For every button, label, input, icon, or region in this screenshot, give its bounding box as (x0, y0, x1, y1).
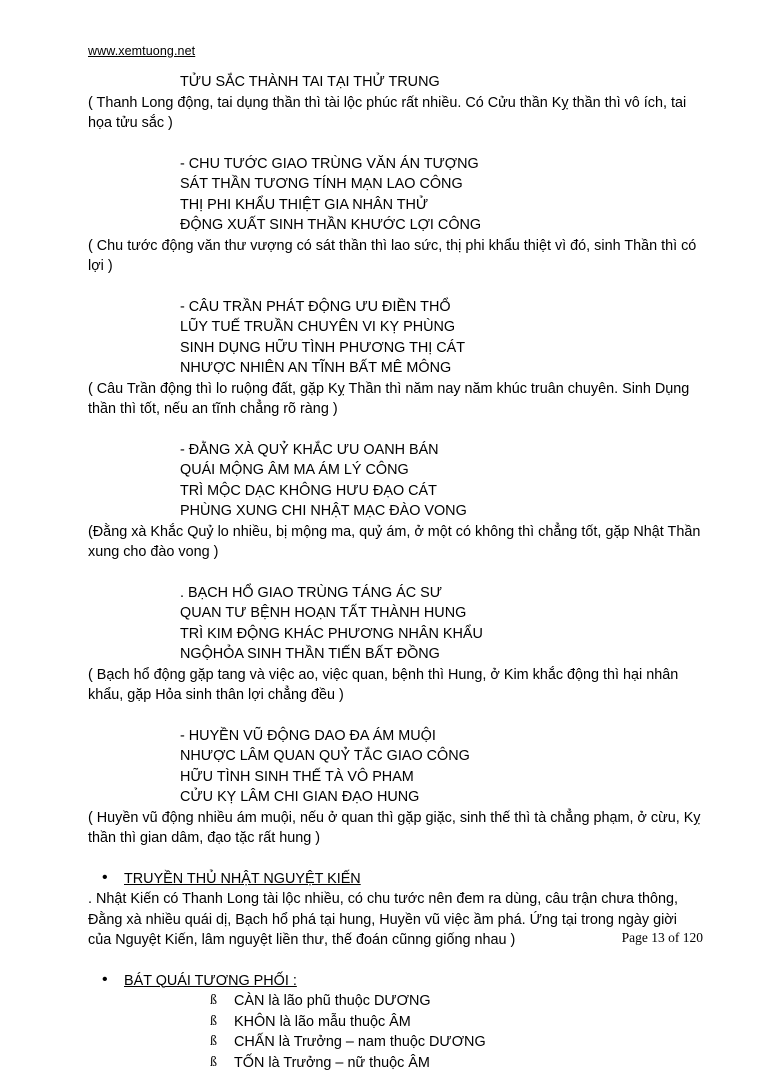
verse-line: NHƯỢC NHIÊN AN TĨNH BẤT MÊ MÔNG (180, 358, 703, 379)
verse-line: - ĐẰNG XÀ QUỶ KHẮC ƯU OANH BÁN (180, 440, 703, 461)
verse-line: TRÌ KIM ĐỘNG KHÁC PHƯƠNG NHÂN KHẨU (180, 624, 703, 645)
spacer (88, 849, 703, 869)
verse-line: - HUYỀN VŨ ĐỘNG DAO ĐA ÁM MUỘI (180, 726, 703, 747)
list-item (210, 1053, 703, 1073)
page-footer: Page 13 of 120 (622, 930, 703, 946)
verse-line: NHƯỢC LÂM QUAN QUỶ TẮC GIAO CÔNG (180, 746, 703, 767)
list-item (88, 971, 703, 992)
verse-note: (Đằng xà Khắc Quỷ lo nhiều, bị mộng ma, quỷ ám, ở một có không thì chẳng tốt, gặp Nhật Thần xung cho đào vong ) (88, 522, 703, 563)
verse-line: TRÌ MỘC DẠC KHÔNG HƯU ĐẠO CÁT (180, 481, 703, 502)
bullet-label: TRUYỀN THỦ NHẬT NGUYỆT KIẾN (124, 871, 361, 887)
bullet-body: . Nhật Kiến có Thanh Long tài lộc nhiều, có chu tước nên đem ra dùng, câu trận chưa thông, Đằng xà nhiều quái dị, Bạch hổ phá tại hung, Huyền vũ việc ầm phá. Ứng tại trong ngày giời của Nguyệt Kiến, lâm nguyệt liền thư, thế đoán cũnng giống nhau ) (88, 889, 703, 951)
list-marker: ß (210, 1032, 217, 1053)
verse-line: SÁT THẦN TƯƠNG TÍNH MẠN LAO CÔNG (180, 174, 703, 195)
verse-section (88, 583, 703, 706)
bullet-list (88, 971, 703, 992)
list-marker: ß (210, 1012, 217, 1033)
verse-note: ( Huyền vũ động nhiều ám muội, nếu ở quan thì gặp giặc, sinh thế thì tà chẳng phạm, ở cừu, Kỵ thần thì gian dâm, đạo tặc rất hung ) (88, 808, 703, 849)
verse-note: ( Bạch hổ động gặp tang và việc ao, việc quan, bệnh thì Hung, ở Kim khắc động thì hại nhân khẩu, gặp Hỏa sinh thân lợi chẳng đều ) (88, 665, 703, 706)
verse-section (88, 154, 703, 277)
bullet-label: BÁT QUÁI TƯƠNG PHỐI : (124, 973, 297, 989)
spacer (88, 951, 703, 971)
list-item (210, 1032, 703, 1053)
verse-note: ( Chu tước động văn thư vượng có sát thần thì lao sức, thị phi khẩu thiệt vì đó, sinh Thần thì có lợi ) (88, 236, 703, 277)
verse-section (88, 726, 703, 849)
list-item-label: TỐN là Trưởng – nữ thuộc ÂM (234, 1055, 430, 1071)
list-item-label: KHÔN là lão mẫu thuộc ÂM (234, 1014, 411, 1030)
verse-line: THỊ PHI KHẨU THIỆT GIA NHÂN THỬ (180, 195, 703, 216)
list-marker: ß (210, 1053, 217, 1073)
verse-line: NGỘHỎA SINH THẦN TIẾN BẤT ĐỒNG (180, 644, 703, 665)
verse-lines (180, 154, 703, 236)
bullet-list (88, 869, 703, 890)
spacer (88, 563, 703, 583)
verse-line: PHÙNG XUNG CHI NHẬT MẠC ĐÀO VONG (180, 501, 703, 522)
verse-line: CỬU KỴ LÂM CHI GIAN ĐẠO HUNG (180, 787, 703, 808)
spacer (88, 277, 703, 297)
verse-section (88, 440, 703, 563)
list-item-label: CÀN là lão phũ thuộc DƯƠNG (234, 993, 431, 1009)
spacer (88, 134, 703, 154)
verse-line: ĐỘNG XUẤT SINH THẦN KHƯỚC LỢI CÔNG (180, 215, 703, 236)
verse-line: HỮU TÌNH SINH THẾ TÀ VÔ PHAM (180, 767, 703, 788)
verse-line: QUAN TƯ BỆNH HOẠN TẤT THÀNH HUNG (180, 603, 703, 624)
list-item-label: CHẤN là Trưởng – nam thuộc DƯƠNG (234, 1034, 486, 1050)
spacer (88, 420, 703, 440)
verse-section (88, 72, 703, 134)
verse-line: - CÂU TRẦN PHÁT ĐỘNG ƯU ĐIỀN THỔ (180, 297, 703, 318)
site-url: www.xemtuong.net (88, 44, 703, 58)
list-item (88, 869, 703, 890)
verse-line: TỬU SẮC THÀNH TAI TẠI THỬ TRUNG (180, 72, 703, 93)
verse-line: . BẠCH HỔ GIAO TRÙNG TÁNG ÁC SƯ (180, 583, 703, 604)
verse-lines (180, 583, 703, 665)
verse-line: QUÁI MỘNG ÂM MA ÁM LÝ CÔNG (180, 460, 703, 481)
verse-line: SINH DỤNG HỮU TÌNH PHƯƠNG THỊ CÁT (180, 338, 703, 359)
verse-lines (180, 72, 703, 93)
verse-line: - CHU TƯỚC GIAO TRÙNG VĂN ÁN TƯỢNG (180, 154, 703, 175)
bagua-list (210, 991, 703, 1073)
list-item (210, 991, 703, 1012)
verse-note: ( Thanh Long động, tai dụng thần thì tài lộc phúc rất nhiều. Có Cửu thần Kỵ thần thì vô ích, tai họa tửu sắc ) (88, 93, 703, 134)
verse-line: LŨY TUẾ TRUẦN CHUYÊN VI KỴ PHÙNG (180, 317, 703, 338)
verse-note: ( Câu Trần động thì lo ruộng đất, gặp Kỵ Thần thì năm nay năm khúc truân chuyên. Sinh Dụng thần thì tốt, nếu an tĩnh chẳng rõ ràng ) (88, 379, 703, 420)
list-marker: ß (210, 991, 217, 1012)
spacer (88, 706, 703, 726)
list-item (210, 1012, 703, 1033)
verse-lines (180, 440, 703, 522)
verse-lines (180, 726, 703, 808)
verse-section (88, 297, 703, 420)
verse-lines (180, 297, 703, 379)
